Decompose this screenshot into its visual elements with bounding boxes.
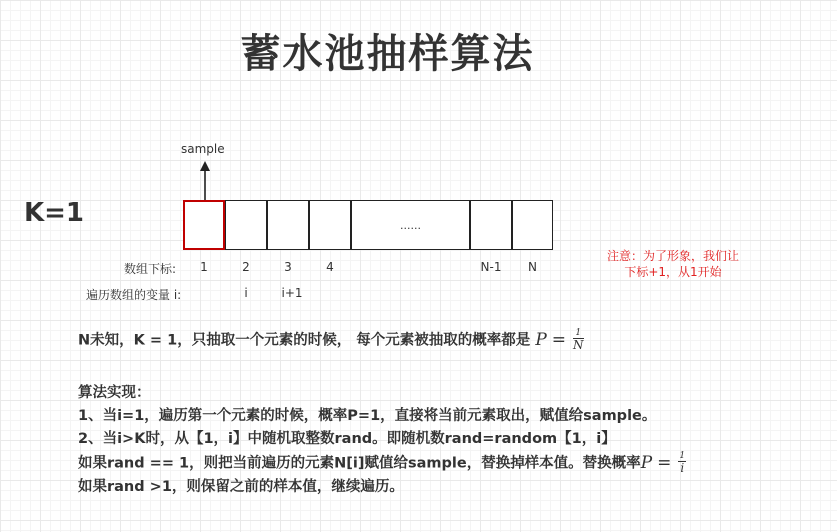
sample-label: sample	[181, 142, 225, 156]
page-title: 蓄水池抽样算法	[240, 31, 535, 77]
sample-arrow-icon	[195, 160, 215, 202]
algorithm-step-2: 2、当i>K时，从【1，i】中随机取整数rand。即随机数rand=random【1，i】	[78, 431, 616, 447]
step-3-text: 如果rand == 1，则把当前遍历的元素N[i]赋值给sample，替换掉样本值。替换概率	[78, 455, 641, 472]
index-value: N-1	[480, 260, 502, 274]
algorithm-step-1: 1、当i=1，遍历第一个元素的时候，概率P=1，直接将当前元素取出，赋值给sample。	[78, 408, 657, 424]
formula-eq: =	[657, 452, 672, 473]
fraction-den: i	[680, 461, 685, 475]
step-3-formula	[641, 453, 686, 473]
array-cell-2	[225, 200, 267, 250]
var-value: i+1	[281, 286, 303, 300]
note-line-1: 注意：为了形象，我们让	[606, 249, 739, 263]
probability-formula	[535, 330, 583, 350]
var-row-label: 遍历数组的变量 i:	[86, 288, 182, 302]
formula-var: P	[640, 452, 653, 473]
index-value: 4	[326, 260, 334, 274]
var-value: i	[244, 286, 248, 300]
fraction-num: 1	[573, 328, 584, 339]
formula-var: P	[535, 329, 547, 350]
k-label: K=1	[24, 198, 85, 228]
array-cell-1	[183, 200, 225, 250]
algorithm-heading: 算法实现：	[78, 385, 151, 401]
index-value: 2	[242, 260, 250, 274]
index-value: 3	[284, 260, 292, 274]
array-cell-n-minus-1	[470, 200, 512, 250]
probability-text: N未知，K = 1，只抽取一个元素的时候， 每个元素被抽取的概率都是	[78, 332, 531, 349]
index-value: 1	[200, 260, 208, 274]
algorithm-step-4: 如果rand >1，则保留之前的样本值，继续遍历。	[78, 478, 404, 495]
fraction-num: 1	[679, 451, 686, 461]
note-line-2: 下标+1，从1开始	[624, 265, 722, 279]
note	[588, 248, 758, 280]
formula-eq: =	[551, 329, 567, 350]
array-cell-n	[512, 200, 553, 250]
formula-fraction	[573, 328, 584, 352]
probability-line	[78, 328, 584, 352]
index-row-label: 数组下标:	[124, 262, 177, 276]
formula-fraction	[678, 451, 686, 475]
fraction-den: N	[573, 338, 584, 352]
array-cell-4	[309, 200, 351, 250]
array-cell-ellipsis: ......	[351, 200, 470, 250]
array-cell-3	[267, 200, 309, 250]
algorithm-section	[78, 382, 686, 499]
algorithm-step-3	[78, 451, 686, 476]
index-value: N	[528, 260, 537, 274]
